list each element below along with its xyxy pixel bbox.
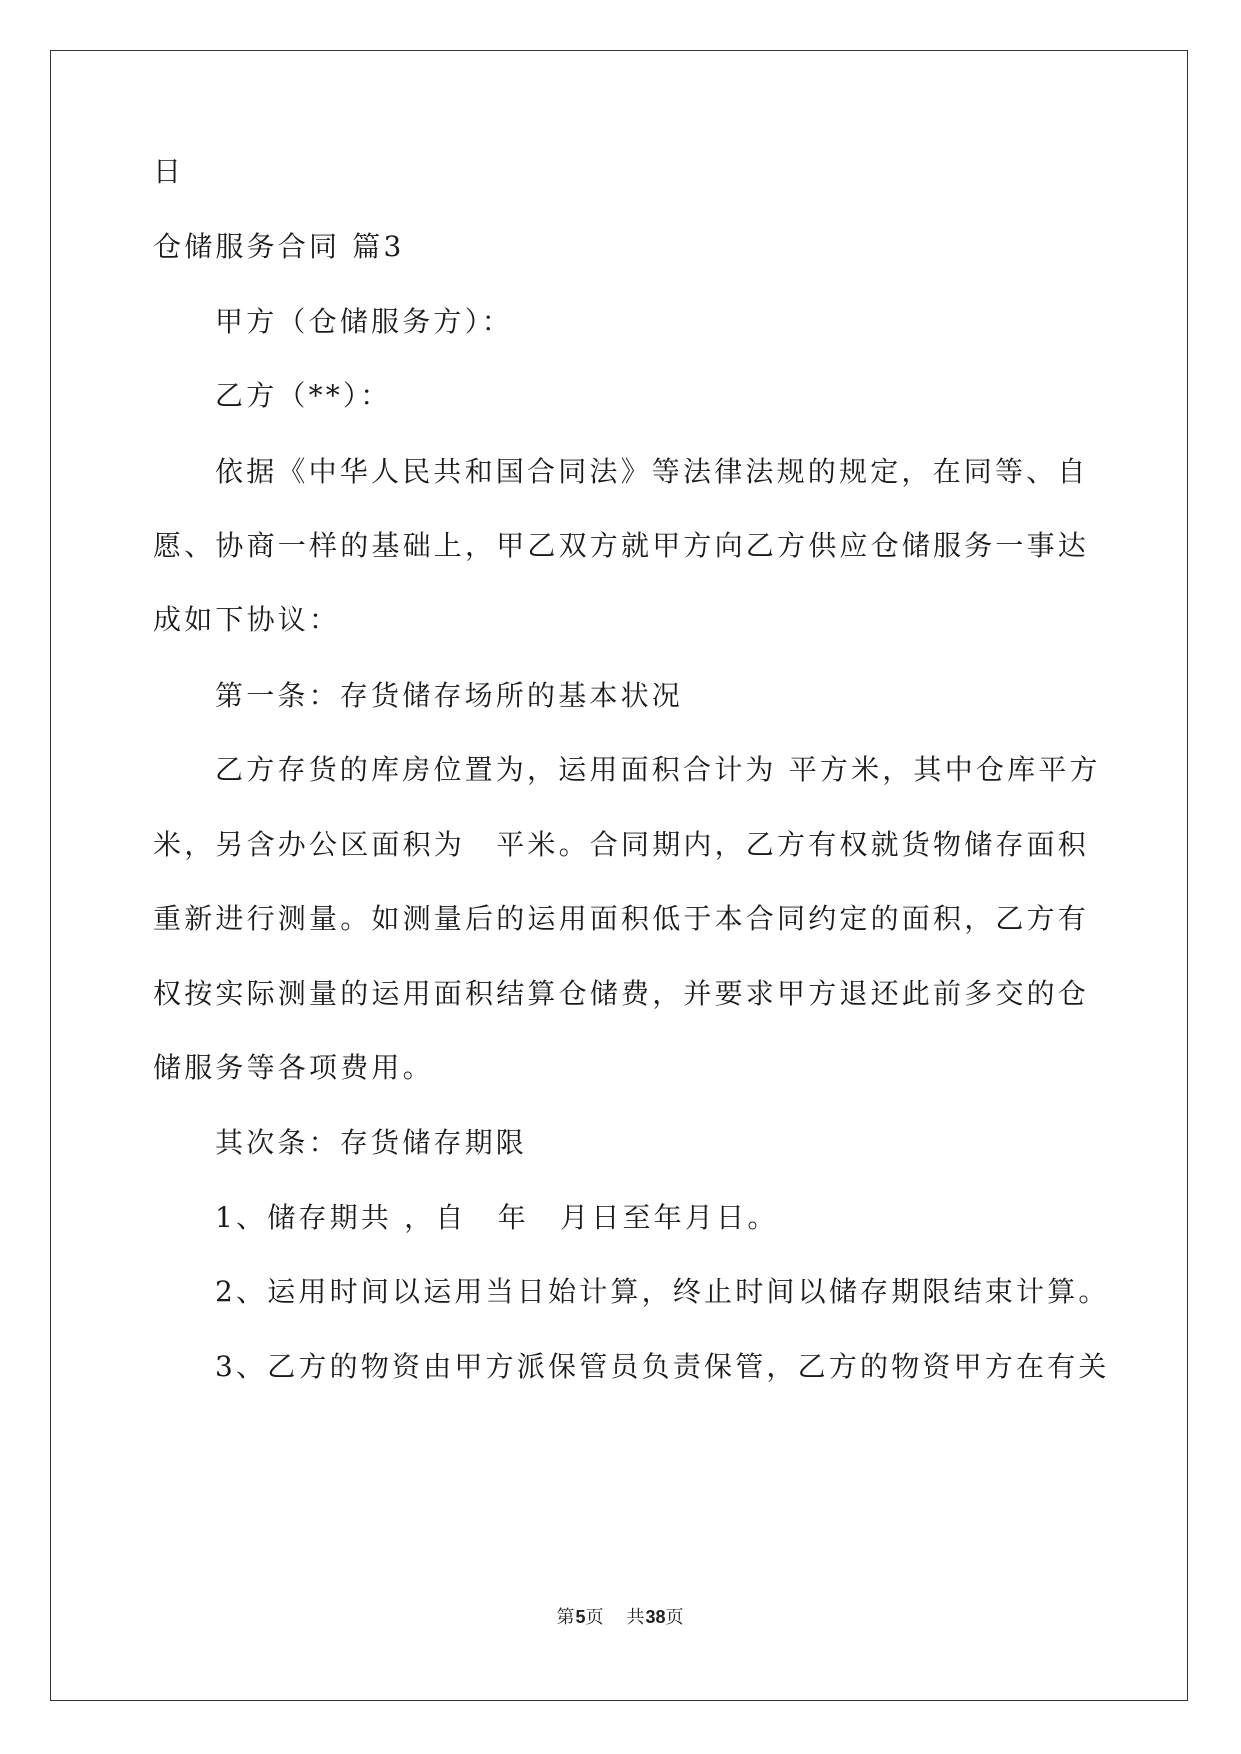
list-item: 1、储存期共 ，自 年 月日至年月日。	[215, 1201, 779, 1234]
paragraph-line: 成如下协议：	[153, 603, 341, 636]
page-suffix: 页	[585, 1607, 605, 1628]
paragraph-line: 乙方存货的库房位置为，运用面积合计为 平方米，其中仓库平方	[215, 753, 1101, 786]
total-prefix: 共	[626, 1607, 646, 1628]
page-number: 5	[575, 1607, 586, 1627]
page-footer	[0, 1603, 1241, 1629]
article-heading: 其次条：存货储存期限	[215, 1126, 528, 1159]
paragraph-line: 依据《中华人民共和国合同法》等法律法规的规定，在同等、自	[215, 455, 1089, 488]
paragraph-line: 权按实际测量的运用面积结算仓储费，并要求甲方退还此前多交的仓	[153, 977, 1090, 1010]
party-b-line: 乙方（**）：	[215, 379, 392, 412]
paragraph-line: 储服务等各项费用。	[153, 1051, 434, 1084]
text-line-date-fragment: 日	[153, 155, 185, 188]
list-item: 2、运用时间以运用当日始计算，终止时间以储存期限结束计算。	[215, 1275, 1110, 1308]
section-heading: 仓储服务合同 篇3	[153, 230, 405, 263]
paragraph-line: 愿、协商一样的基础上，甲乙双方就甲方向乙方供应仓储服务一事达	[153, 529, 1090, 562]
list-item: 3、乙方的物资由甲方派保管员负责保管，乙方的物资甲方在有关	[215, 1350, 1110, 1383]
page-border	[50, 50, 1188, 1701]
article-heading: 第一条：存货储存场所的基本状况	[215, 679, 684, 712]
paragraph-line: 重新进行测量。如测量后的运用面积低于本合同约定的面积，乙方有	[153, 902, 1090, 935]
total-pages: 38	[645, 1607, 666, 1627]
page-prefix: 第	[556, 1607, 576, 1628]
paragraph-line: 米，另含办公区面积为 平米。合同期内，乙方有权就货物储存面积	[153, 828, 1090, 861]
party-a-line: 甲方（仓储服务方）：	[215, 305, 514, 338]
total-suffix: 页	[665, 1607, 685, 1628]
